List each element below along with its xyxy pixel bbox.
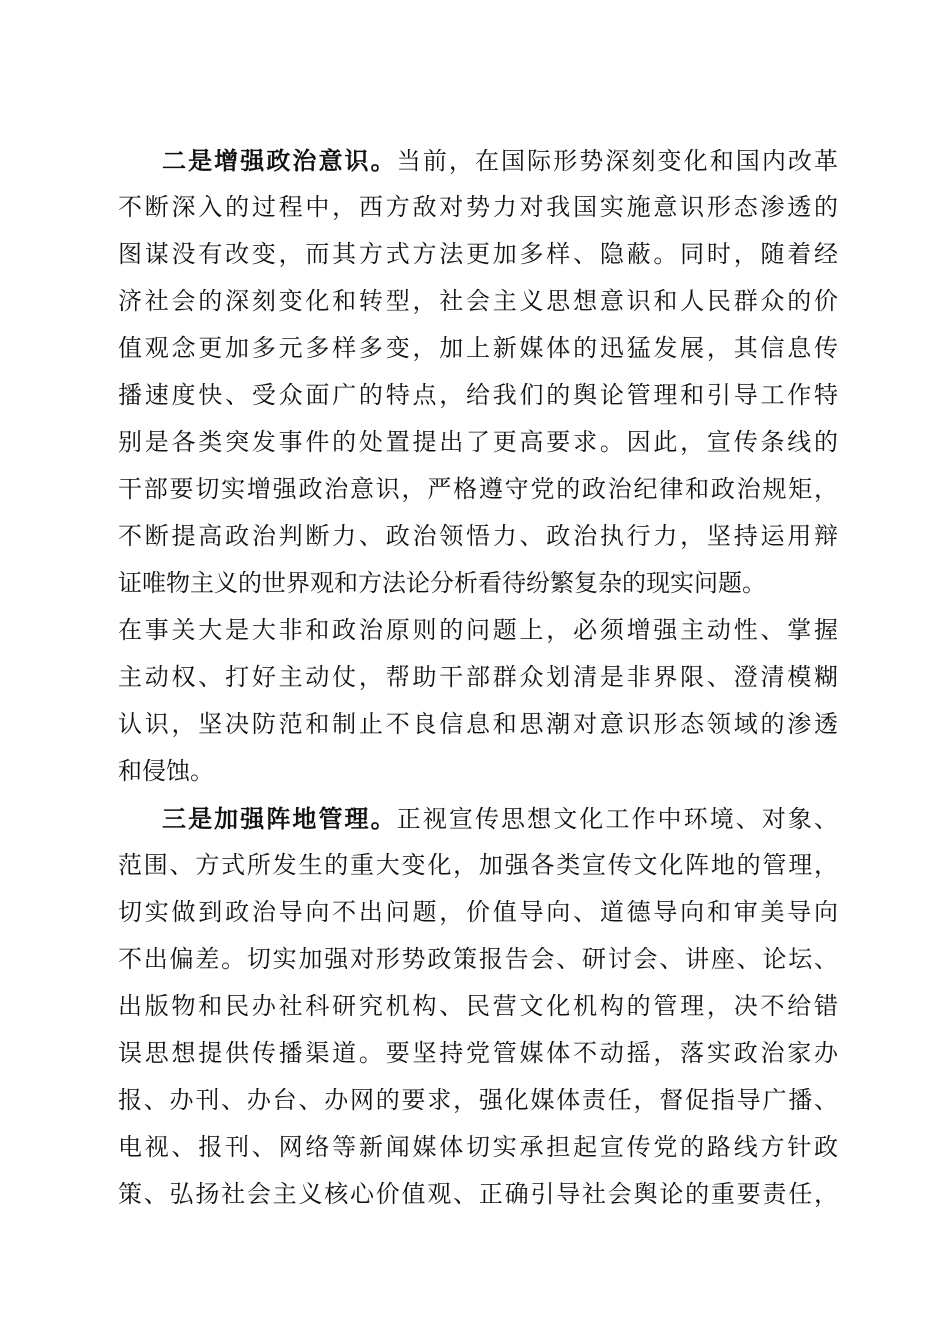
paragraph-line: 主动权、打好主动仗，帮助干部群众划清是非界限、澄清模糊	[118, 663, 838, 691]
paragraph-line: 认识，坚决防范和制止不良信息和思潮对意识形态领域的渗透	[118, 710, 838, 738]
paragraph-line: 报、办刊、办台、办网的要求，强化媒体责任，督促指导广播、	[118, 1086, 838, 1114]
paragraph-line: 策、弘扬社会主义核心价值观、正确引导社会舆论的重要责任，	[118, 1180, 838, 1208]
paragraph-line: 不出偏差。切实加强对形势政策报告会、研讨会、讲座、论坛、	[118, 945, 838, 973]
paragraph-line: 不断提高政治判断力、政治领悟力、政治执行力，坚持运用辩	[118, 522, 838, 550]
paragraph-line: 二是增强政治意识。当前，在国际形势深刻变化和国内改革	[162, 146, 839, 175]
paragraph-line: 和侵蚀。	[118, 757, 214, 785]
paragraph-line: 干部要切实增强政治意识，严格遵守党的政治纪律和政治规矩，	[118, 475, 838, 503]
paragraph-line: 三是加强阵地管理。正视宣传思想文化工作中环境、对象、	[162, 804, 839, 833]
paragraph-line: 播速度快、受众面广的特点，给我们的舆论管理和引导工作特	[118, 381, 838, 409]
document-body	[118, 137, 838, 1218]
paragraph-political-awareness	[118, 137, 838, 795]
paragraph-line: 范围、方式所发生的重大变化，加强各类宣传文化阵地的管理，	[118, 851, 838, 879]
paragraph-position-management	[118, 795, 838, 1218]
paragraph-line: 济社会的深刻变化和转型，社会主义思想意识和人民群众的价	[118, 287, 838, 315]
paragraph-line: 误思想提供传播渠道。要坚持党管媒体不动摇，落实政治家办	[118, 1039, 838, 1067]
paragraph-line: 切实做到政治导向不出问题，价值导向、道德导向和审美导向	[118, 898, 838, 926]
paragraph-lead: 二是增强政治意识。	[162, 146, 397, 175]
paragraph-line: 别是各类突发事件的处置提出了更高要求。因此，宣传条线的	[118, 428, 838, 456]
paragraph-line: 不断深入的过程中，西方敌对势力对我国实施意识形态渗透的	[118, 193, 838, 221]
paragraph-lead: 三是加强阵地管理。	[162, 804, 397, 833]
paragraph-line: 出版物和民办社科研究机构、民营文化机构的管理，决不给错	[118, 992, 838, 1020]
paragraph-line: 证唯物主义的世界观和方法论分析看待纷繁复杂的现实问题。	[118, 569, 766, 597]
paragraph-line: 电视、报刊、网络等新闻媒体切实承担起宣传党的路线方针政	[118, 1133, 838, 1161]
paragraph-line: 值观念更加多元多样多变，加上新媒体的迅猛发展，其信息传	[118, 334, 838, 362]
paragraph-line: 图谋没有改变，而其方式方法更加多样、隐蔽。同时，随着经	[118, 240, 838, 268]
paragraph-line: 在事关大是大非和政治原则的问题上，必须增强主动性、掌握	[118, 616, 838, 644]
